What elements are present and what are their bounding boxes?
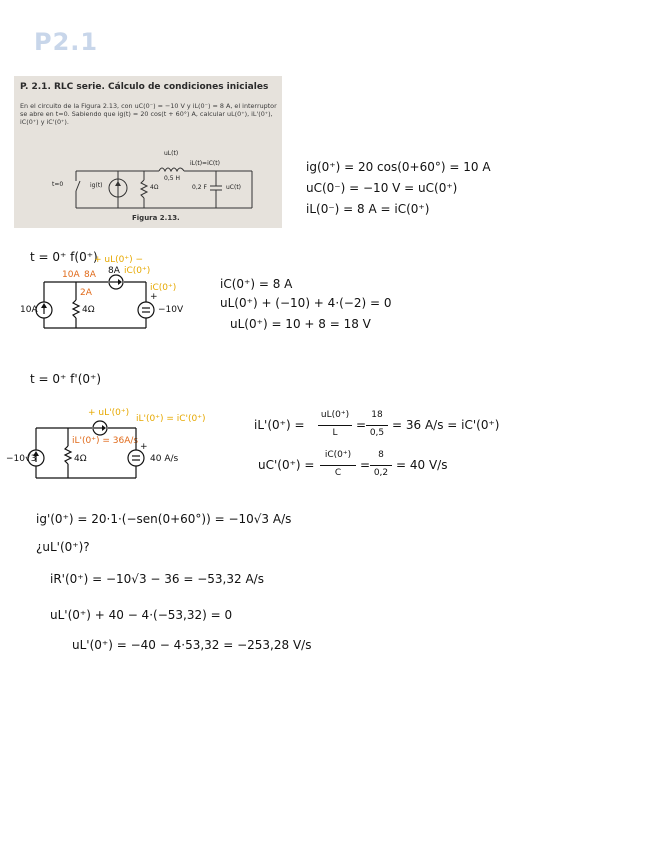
section2-eq1-mid: =: [356, 418, 367, 432]
section2-heading: t = 0⁺ f'(0⁺): [30, 372, 102, 386]
section1-eq-2: uL(0⁺) + (−10) + 4·(−2) = 0: [220, 296, 392, 310]
section1-plus: +: [150, 292, 158, 302]
photo-inductor-voltage: uL(t): [164, 150, 179, 157]
section2-eq2-lhs: uC'(0⁺) =: [258, 458, 315, 472]
section2-eq2-num: iC(0⁺): [324, 450, 352, 460]
given-line-2: uC(0⁻) = −10 V = uC(0⁺): [306, 181, 458, 195]
section2-eq2-den2: 0,2: [373, 468, 389, 478]
section1-annot-8a-arrow: 8A: [108, 266, 120, 276]
section2-eq1-lhs: iL'(0⁺) =: [254, 418, 305, 432]
section3-line-2: ¿uL'(0⁺)?: [36, 540, 90, 554]
problem-heading: P. 2.1. RLC serie. Cálculo de condiciones iniciales: [20, 82, 269, 92]
photo-inductor-label: 0,5 H: [164, 175, 180, 182]
section1-vsource-label: −10V: [158, 305, 184, 315]
section3-line-3: iR'(0⁺) = −10√3 − 36 = −53,32 A/s: [50, 572, 264, 586]
section2-annot-ul: + uL'(0⁺): [88, 408, 130, 418]
section2-plus: +: [140, 442, 148, 452]
section1-eq-3: uL(0⁺) = 10 + 8 = 18 V: [230, 317, 371, 331]
section1-annot-2a: 2A: [80, 288, 92, 298]
section1-annot-ul: + uL(0⁺) −: [94, 255, 144, 265]
section1-eq-1: iC(0⁺) = 8 A: [220, 277, 293, 291]
section2-eq1-den: L: [332, 428, 338, 438]
section1-source-label: 10A: [20, 305, 38, 315]
page-title: P2.1: [34, 28, 99, 56]
section2-eq2-num2: 8: [378, 450, 384, 460]
section2-eq2-den: C: [334, 468, 342, 478]
section1-annot-8a: 8A: [84, 270, 96, 280]
section2-eq2-bar: [320, 465, 356, 466]
photo-inductor-current: iL(t)=iC(t): [190, 160, 220, 167]
section1-annot-ic: iC(0⁺): [124, 266, 151, 276]
section1-heading: t = 0⁺ f(0⁺): [30, 250, 98, 264]
photo-capacitor-label: 0,2 F: [192, 184, 207, 191]
section1-annot-ic-right: iC(0⁺): [150, 283, 177, 293]
section3-line-5: uL'(0⁺) = −40 − 4·53,32 = −253,28 V/s: [72, 638, 312, 652]
section1-annot-10a: 10A: [62, 270, 80, 280]
figure-caption: Figura 2.13.: [132, 214, 180, 222]
section2-eq1-den2: 0,5: [369, 428, 385, 438]
photo-resistor-label: 4Ω: [150, 184, 159, 191]
section2-eq2-bar2: [370, 465, 392, 466]
given-line-3: iL(0⁻) = 8 A = iC(0⁺): [306, 202, 430, 216]
problem-statement: En el circuito de la Figura 2.13, con uC(0⁻) = −10 V y iL(0⁻) = 8 A, el interruptor se abre en t=0. Sabiendo que ig(t) = 20 cos(t + 60°) A, calcular uL(0⁺), iL'(0⁺), iC(0⁺) y iC'(0⁺).: [20, 102, 277, 126]
section2-eq1-num2: 18: [371, 410, 383, 420]
section2-resistor-label: 4Ω: [74, 454, 87, 464]
section2-eq1-bar2: [366, 425, 388, 426]
section2-annot-blue: iL'(0⁺) = 36A/s: [72, 436, 139, 446]
section2-eq1-bar: [318, 425, 352, 426]
photo-capacitor-voltage: uC(t): [226, 184, 242, 191]
section3-line-4: uL'(0⁺) + 40 − 4·(−53,32) = 0: [50, 608, 233, 622]
section2-vsource-label: 40 A/s: [150, 454, 179, 464]
section2-eq1-num: uL(0⁺): [320, 410, 350, 420]
section1-resistor-label: 4Ω: [82, 305, 95, 315]
section2-eq2-mid: =: [360, 458, 371, 472]
section3-line-1: ig'(0⁺) = 20·1·(−sen(0+60°)) = −10√3 A/s: [36, 512, 292, 526]
photo-switch-label: t=0: [52, 181, 64, 188]
photo-source-label: ig(t): [90, 182, 103, 189]
section2-annot-ic: iL'(0⁺) = iC'(0⁺): [136, 414, 206, 424]
section2-source-label: −10√3: [6, 454, 37, 464]
section2-eq2-rhs: = 40 V/s: [396, 458, 448, 472]
given-line-1: ig(0⁺) = 20 cos(0+60°) = 10 A: [306, 160, 491, 174]
section2-eq1-rhs: = 36 A/s = iC'(0⁺): [392, 418, 500, 432]
